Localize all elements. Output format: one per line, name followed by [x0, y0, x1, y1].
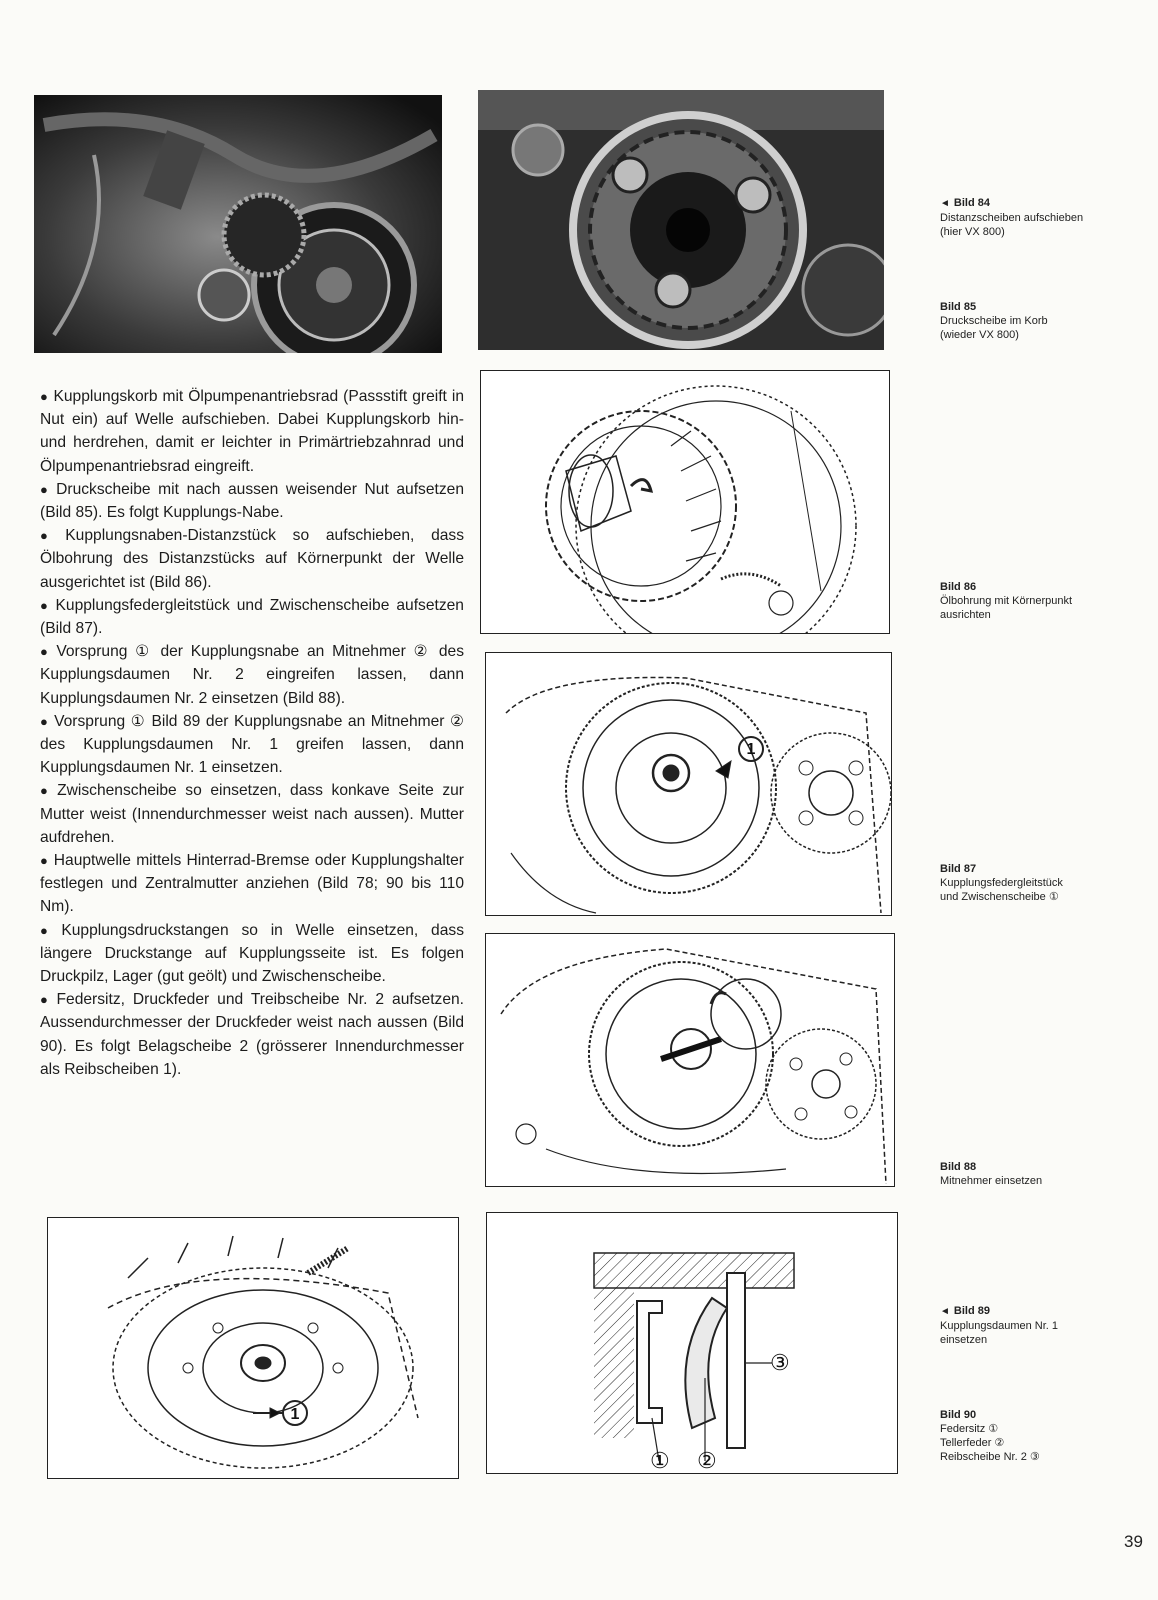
bullet-icon: ● — [40, 528, 61, 544]
paragraph: ● Kupplungsfedergleitstück und Zwischenscheibe aufsetzen (Bild 87). — [40, 596, 464, 638]
figure-bild-88 — [485, 933, 895, 1187]
photo-bild-85 — [478, 90, 884, 350]
paragraph: ● Vorsprung ① Bild 89 der Kupplungsnabe an Mitnehmer ② des Kupplungsdaumen Nr. 1 greifen lassen, dann Kupplungsdaumen Nr. 1 einsetzen. — [40, 712, 464, 777]
caption-bild-90: Bild 90 Federsitz ① Tellerfeder ② Reibscheibe Nr. 2 ③ — [940, 1409, 1040, 1463]
caption-bild-89: ◄ Bild 89 Kupplungsdaumen Nr. 1 einsetzen — [940, 1305, 1059, 1346]
paragraph: ● Kupplungsdruckstangen so in Welle einsetzen, dass längere Druckstange auf Kupplungsseite ist. Es folgen Druckpilz, Lager (gut geölt) und Zwischenscheibe. — [40, 921, 464, 986]
bullet-icon: ● — [40, 389, 49, 404]
caption-bild-88: Bild 88 Mitnehmer einsetzen — [940, 1161, 1043, 1187]
caption-bild-86: Bild 86 Ölbohrung mit Körnerpunkt ausrichten — [940, 581, 1073, 621]
bullet-icon: ● — [40, 853, 49, 869]
paragraph: ● Vorsprung ① der Kupplungsnabe an Mitnehmer ② des Kupplungsdaumen Nr. 2 eingreifen lassen, dann Kupplungsdaumen Nr. 2 einsetzen (Bild 88). — [40, 643, 464, 707]
callouts-bild-90 — [650, 1350, 790, 1473]
figure-bild-90 — [486, 1212, 898, 1474]
instruction-text — [40, 385, 464, 1081]
photo-bild-84 — [34, 95, 442, 353]
paragraph: ● Hauptwelle mittels Hinterrad-Bremse oder Kupplungshalter festlegen und Zentralmutter anziehen (Bild 78; 90 bis 110 Nm). — [40, 852, 464, 916]
triangle-left-icon: ◄ — [940, 198, 950, 209]
bullet-icon: ● — [40, 922, 57, 938]
bullet-icon: ● — [40, 783, 53, 799]
figure-bild-86 — [480, 370, 890, 634]
figure-bild-87 — [485, 652, 892, 916]
bullet-icon: ● — [40, 713, 50, 729]
caption-bild-87: Bild 87 Kupplungsfedergleitstück und Zwischenscheibe ① — [940, 863, 1063, 903]
callout-1-bild-89: 1 — [290, 1406, 300, 1423]
paragraph: ● Kupplungsnaben-Distanzstück so aufschieben, dass Ölbohrung des Distanzstücks auf Körnerpunkt der Welle ausgerichtet ist (Bild 86). — [40, 527, 465, 591]
paragraph: ● Federsitz, Druckfeder und Treibscheibe Nr. 2 aufsetzen. Aussendurchmesser der Druckfeder weist nach aussen (Bild 90). Es folgt Belagscheibe 2 (grösserer Innendurchmesser als Reibscheiben 1). — [40, 991, 465, 1078]
bullet-icon: ● — [40, 597, 51, 613]
bullet-icon: ● — [40, 644, 52, 660]
paragraph: ● Kupplungskorb mit Ölpumpenantriebsrad (Passstift greift in Nut ein) auf Welle aufschieben. Dabei Kupplungskorb hin- und herdrehen, damit er leichter in Primärtriebzahnrad und Ölpumpenantriebsrad eingreift. — [40, 388, 464, 475]
caption-bild-85: Bild 85 Druckscheibe im Korb (wieder VX 800) — [940, 301, 1048, 341]
triangle-left-icon: ◄ — [940, 1306, 950, 1317]
figure-bild-89 — [47, 1217, 459, 1479]
paragraph: ● Zwischenscheibe so einsetzen, dass konkave Seite zur Mutter weist (Innendurchmesser weist nach aussen). Mutter aufdrehen. — [40, 782, 464, 846]
callout-1-bild-87: 1 — [746, 741, 756, 758]
callout-2-bild-90: ② — [697, 1448, 717, 1473]
bullet-icon: ● — [40, 481, 52, 497]
callout-3-bild-90: ③ — [770, 1350, 790, 1375]
bullet-icon: ● — [40, 992, 52, 1008]
paragraph: ● Druckscheibe mit nach aussen weisender Nut aufsetzen (Bild 85). Es folgt Kupplungs-Nabe. — [40, 480, 464, 522]
page-number: 39 — [1124, 1532, 1143, 1551]
callout-1-bild-90: ① — [650, 1448, 670, 1473]
caption-bild-84: ◄ Bild 84 Distanzscheiben aufschieben (hier VX 800) — [940, 197, 1084, 238]
